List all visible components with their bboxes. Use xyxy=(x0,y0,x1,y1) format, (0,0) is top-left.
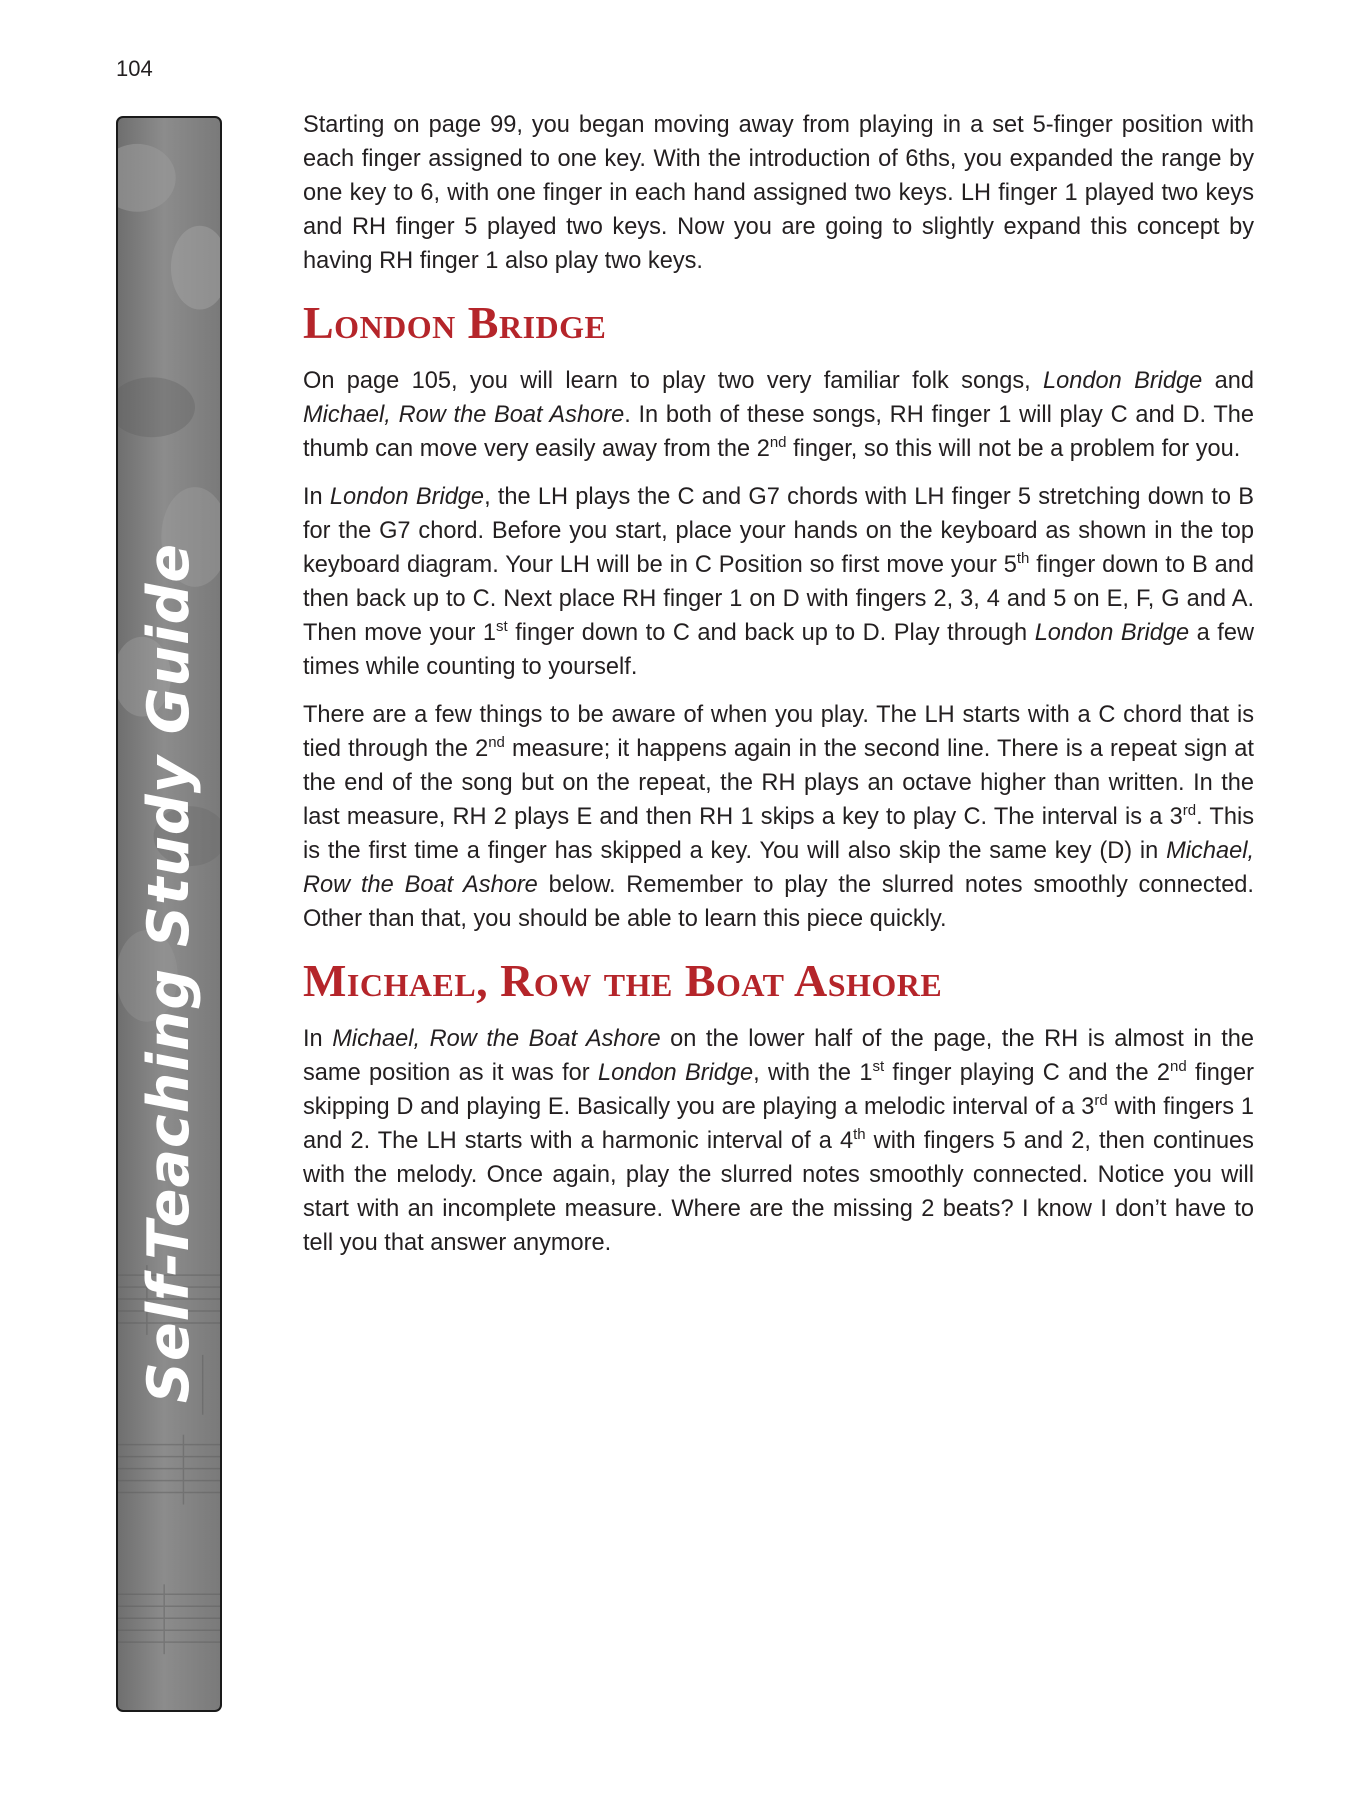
intro-paragraph: Starting on page 99, you began moving away from playing in a set 5-finger position with each finger assigned to one key. With the introduction of 6ths, you expanded the range by one key to 6, with one finger in each hand assigned two keys. LH finger 1 played two keys and RH finger 5 played two keys. Now you are going to slightly expand this concept by having RH finger 1 also play two keys. xyxy=(303,112,1254,274)
page-number: 104 xyxy=(116,56,153,81)
side-tab xyxy=(116,116,222,1712)
london-paragraph-3: There are a few things to be aware of when you play. The LH starts with a C chord that is tied through the 2nd measure; it happens again in the second line. There is a repeat sign at the end of the song but on the repeat, the RH plays an octave higher than written. In the last measure, RH 2 plays E and then RH 1 skips a key to play C. The interval is a 3rd. This is the first time a finger has skipped a key. You will also skip the same key (D) in Michael, Row the Boat Ashore below. Remember to play the slurred notes smoothly connected. Other than that, you should be able to learn this piece quickly. xyxy=(303,702,1254,932)
london-paragraph-2: In London Bridge, the LH plays the C and G7 chords with LH finger 5 stretching down to B for the G7 chord. Before you start, place your hands on the keyboard as shown in the top keyboard diagram. Your LH will be in C Position so first move your 5th finger down to B and then back up to C. Next place RH finger 1 on D with fingers 2, 3, 4 and 5 on E, F, G and A. Then move your 1st finger down to C and back up to D. Play through London Bridge a few times while counting to yourself. xyxy=(303,484,1255,680)
song-title: London Bridge xyxy=(1043,368,1203,394)
michael-paragraph-1: In Michael, Row the Boat Ashore on the lower half of the page, the RH is almost in the same position as it was for London Bridge, with the 1st finger playing C and the 2nd finger skipping D and playing E. Basically you are playing a melodic interval of a 3rd with fingers 1 and 2. The LH starts with a harmonic interval of a 4th with fingers 5 and 2, then continues with the melody. Once again, play the slurred notes smoothly connected. Notice you will start with an incomplete measure. Where are the missing 2 beats? I know I don’t have to tell you that answer anymore. xyxy=(303,1026,1255,1256)
side-tab-title: Self-Teaching Study Guide xyxy=(136,542,202,1404)
song-title: London Bridge xyxy=(329,484,485,510)
song-title: Michael, Row the Boat Ashore xyxy=(303,402,625,428)
heading-london-bridge: London Bridge xyxy=(303,297,607,348)
london-paragraph-1: On page 105, you will learn to play two very familiar folk songs, London Bridge and Michael, Row the Boat Ashore. In both of these songs, RH finger 1 will play C and D. The thumb can move very easily away from the 2nd finger, so this will not be a problem for you. xyxy=(303,368,1254,462)
song-title: London Bridge xyxy=(1034,620,1190,646)
song-title: London Bridge xyxy=(597,1060,754,1086)
song-title: Michael, Row the Boat Ashore xyxy=(332,1026,661,1052)
heading-michael-row: Michael, Row the Boat Ashore xyxy=(303,955,943,1006)
main-content xyxy=(303,108,1254,1274)
song-title: Michael, Row the Boat Ashore xyxy=(303,838,1254,898)
